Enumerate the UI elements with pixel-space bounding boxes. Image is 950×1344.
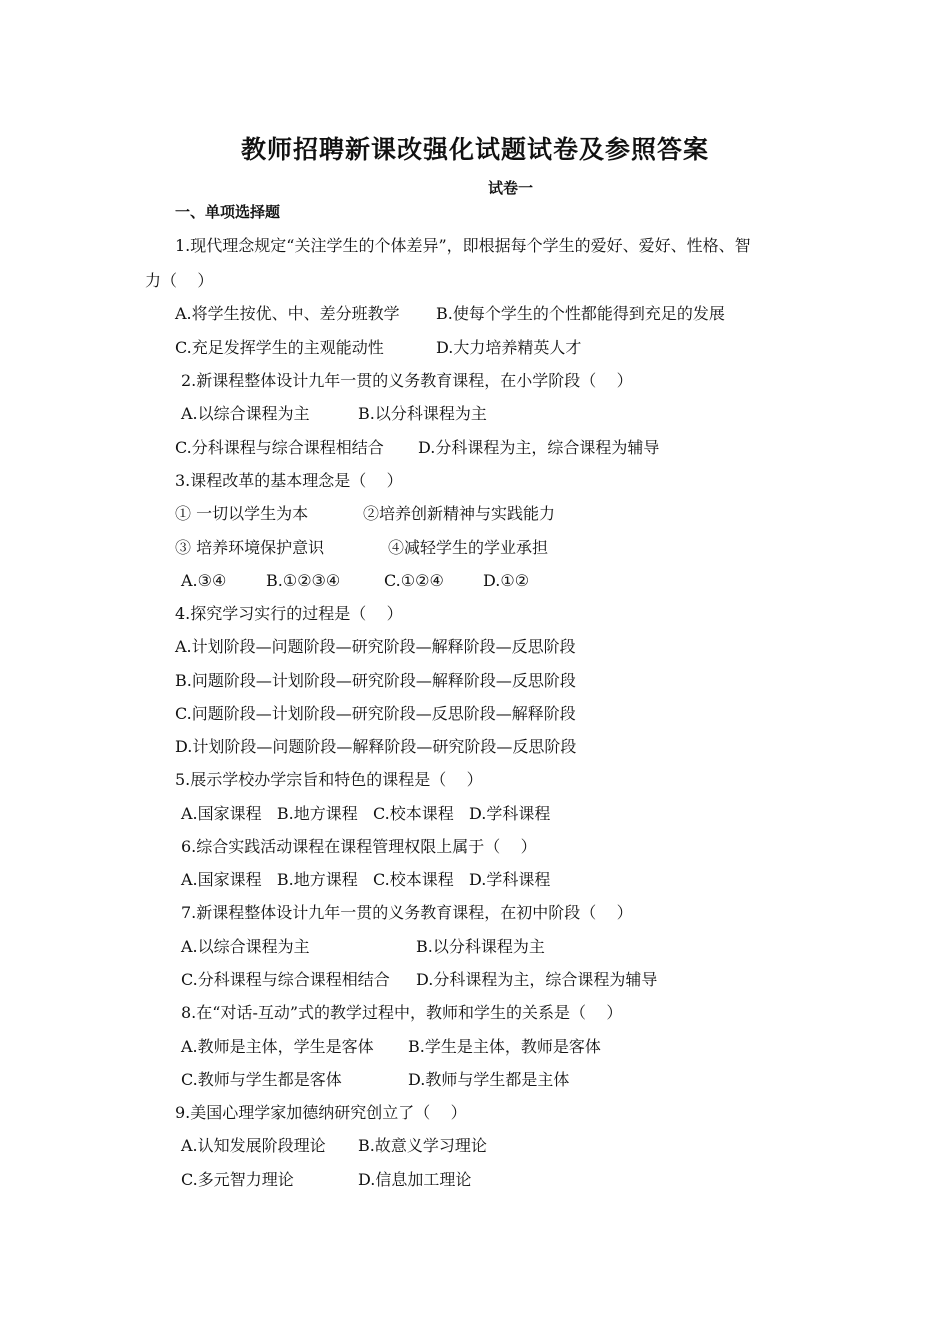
paper-subtitle: 试卷一 [488, 179, 534, 197]
q7-option-a: A.以综合课程为主 [181, 937, 310, 956]
q4-stem: 4.探究学习实行的过程是（ ） [175, 604, 403, 623]
q1-stem-line2: 力（ ） [145, 271, 214, 290]
q9-option-d: D.信息加工理论 [358, 1170, 472, 1189]
q3-option-d: D.①② [483, 571, 530, 590]
q9-option-b: B.故意义学习理论 [358, 1136, 487, 1155]
q1-option-b: B.使每个学生的个性都能得到充足的发展 [436, 304, 725, 323]
q3-item-1: ① 一切以学生为本 [175, 504, 309, 523]
q1-stem-line1: 1.现代理念规定“关注学生的个体差异”，即根据每个学生的爱好、爱好、性格、智 [175, 236, 751, 255]
section-heading: 一、单项选择题 [175, 203, 281, 221]
q4-option-d: D.计划阶段—问题阶段—解释阶段—研究阶段—反思阶段 [175, 737, 577, 756]
q3-item-4: ④减轻学生的学业承担 [388, 538, 549, 557]
q2-option-c: C.分科课程与综合课程相结合 [175, 438, 384, 457]
q9-option-c: C.多元智力理论 [181, 1170, 294, 1189]
q3-stem: 3.课程改革的基本理念是（ ） [175, 471, 403, 490]
q5-stem: 5.展示学校办学宗旨和特色的课程是（ ） [175, 770, 483, 789]
q3-item-3: ③ 培养环境保护意识 [175, 538, 325, 557]
q2-option-a: A.以综合课程为主 [181, 404, 310, 423]
q3-option-c: C.①②④ [384, 571, 444, 590]
q5-options: A.国家课程 B.地方课程 C.校本课程 D.学科课程 [181, 804, 551, 823]
document-title: 教师招聘新课改强化试题试卷及参照答案 [240, 135, 709, 164]
q2-option-d: D.分科课程为主，综合课程为辅导 [418, 438, 660, 457]
q6-options: A.国家课程 B.地方课程 C.校本课程 D.学科课程 [181, 870, 551, 889]
q9-option-a: A.认知发展阶段理论 [181, 1136, 326, 1155]
q6-stem: 6.综合实践活动课程在课程管理权限上属于（ ） [181, 837, 537, 856]
q4-option-c: C.问题阶段—计划阶段—研究阶段—反思阶段—解释阶段 [175, 704, 576, 723]
q1-option-a: A.将学生按优、中、差分班教学 [175, 304, 400, 323]
q2-option-b: B.以分科课程为主 [358, 404, 487, 423]
q3-option-b: B.①②③④ [266, 571, 341, 590]
q3-item-2: ②培养创新精神与实践能力 [363, 504, 556, 523]
q8-option-d: D.教师与学生都是主体 [408, 1070, 570, 1089]
q8-option-b: B.学生是主体，教师是客体 [408, 1037, 601, 1056]
q7-option-c: C.分科课程与综合课程相结合 [181, 970, 390, 989]
q1-option-d: D.大力培养精英人才 [436, 338, 582, 357]
q4-option-b: B.问题阶段—计划阶段—研究阶段—解释阶段—反思阶段 [175, 671, 576, 690]
q2-stem: 2.新课程整体设计九年一贯的义务教育课程，在小学阶段（ ） [181, 371, 633, 390]
q3-option-a: A.③④ [181, 571, 227, 590]
q8-option-a: A.教师是主体，学生是客体 [181, 1037, 374, 1056]
q7-option-b: B.以分科课程为主 [416, 937, 545, 956]
q7-stem: 7.新课程整体设计九年一贯的义务教育课程，在初中阶段（ ） [181, 903, 633, 922]
q9-stem: 9.美国心理学家加德纳研究创立了（ ） [175, 1103, 467, 1122]
q4-option-a: A.计划阶段—问题阶段—研究阶段—解释阶段—反思阶段 [175, 637, 576, 656]
q1-option-c: C.充足发挥学生的主观能动性 [175, 338, 384, 357]
q8-option-c: C.教师与学生都是客体 [181, 1070, 342, 1089]
q8-stem: 8.在“对话-互动”式的教学过程中，教师和学生的关系是（ ） [181, 1003, 623, 1022]
q7-option-d: D.分科课程为主，综合课程为辅导 [416, 970, 658, 989]
